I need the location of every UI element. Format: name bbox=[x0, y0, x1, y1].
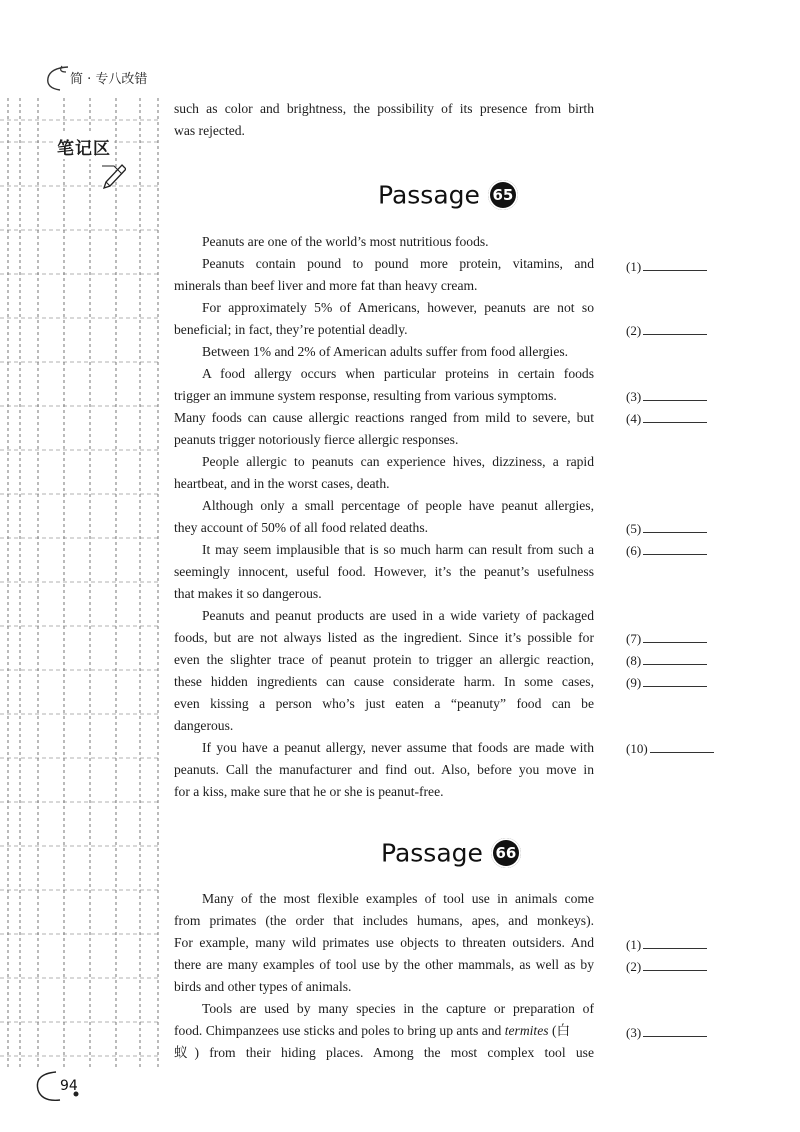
text-line: A food allergy occurs when particular proteins in certain foods bbox=[202, 366, 594, 381]
answer-blank[interactable] bbox=[626, 739, 716, 757]
answer-number: (9) bbox=[626, 675, 642, 690]
text-line: heartbeat, and in the worst cases, death. bbox=[174, 476, 390, 491]
notes-area-label: 笔记区 bbox=[54, 134, 114, 159]
answer-number: (2) bbox=[626, 959, 642, 974]
text-line: from primates (the order that includes humans, apes, and monkeys). bbox=[174, 913, 594, 928]
text-line: was rejected. bbox=[174, 123, 245, 138]
text-line: For approximately 5% of Americans, however, peanuts are not so bbox=[202, 300, 594, 315]
answer-line[interactable] bbox=[643, 519, 707, 533]
answer-line[interactable] bbox=[643, 1023, 707, 1037]
text-line: that makes it so dangerous. bbox=[174, 586, 322, 601]
answer-number: (1) bbox=[626, 259, 642, 274]
answer-line[interactable] bbox=[643, 321, 707, 335]
answer-line[interactable] bbox=[643, 957, 707, 971]
pencil-icon bbox=[100, 162, 126, 190]
answer-blank[interactable] bbox=[626, 957, 716, 975]
answer-line[interactable] bbox=[643, 935, 707, 949]
answer-line[interactable] bbox=[643, 629, 707, 643]
text-line: People allergic to peanuts can experience hives, dizziness, a rapid bbox=[202, 454, 594, 469]
answer-line[interactable] bbox=[650, 739, 714, 753]
text-line: Many foods can cause allergic reactions ranged from mild to severe, but bbox=[174, 410, 594, 425]
answer-line[interactable] bbox=[643, 409, 707, 423]
italic-term: termites bbox=[504, 1023, 549, 1038]
text-line: If you have a peanut allergy, never assume that foods are made with bbox=[202, 740, 594, 755]
answer-blank[interactable] bbox=[626, 935, 716, 953]
passage-number-badge: 66 bbox=[491, 838, 521, 868]
bracket-arc-icon bbox=[38, 64, 74, 92]
text-line: even the slighter trace of peanut protein to trigger an allergic reaction, bbox=[174, 652, 594, 667]
answer-number: (3) bbox=[626, 1025, 642, 1040]
passage-number-badge: 65 bbox=[488, 180, 518, 210]
answer-blank[interactable] bbox=[626, 387, 716, 405]
text-line: for a kiss, make sure that he or she is peanut-free. bbox=[174, 784, 444, 799]
answer-line[interactable] bbox=[643, 541, 707, 555]
text-line: Many of the most flexible examples of tool use in animals come bbox=[202, 891, 594, 906]
answer-number: (4) bbox=[626, 411, 642, 426]
answer-line[interactable] bbox=[643, 651, 707, 665]
text-line: birds and other types of animals. bbox=[174, 979, 352, 994]
notes-grid bbox=[0, 98, 166, 1068]
page-number-mark bbox=[30, 1066, 82, 1106]
header-title: 简 · 专八改错 bbox=[70, 72, 148, 87]
answer-number: (7) bbox=[626, 631, 642, 646]
passage-word: Passage bbox=[378, 180, 480, 210]
text-line: peanuts. Call the manufacturer and find out. Also, before you move in bbox=[174, 762, 594, 777]
answer-blank[interactable] bbox=[626, 321, 716, 339]
text-line: foods, but are not always listed as the ingredient. Since it’s possible for bbox=[174, 630, 594, 645]
text-line: trigger an immune system response, resulting from various symptoms. bbox=[174, 388, 557, 403]
text-line: dangerous. bbox=[174, 718, 234, 733]
text-line: minerals than beef liver and more fat than heavy cream. bbox=[174, 278, 478, 293]
intro-text bbox=[174, 98, 594, 146]
page-number: 94 bbox=[60, 1078, 78, 1094]
text-line: peanuts trigger notoriously fierce allergic responses. bbox=[174, 432, 459, 447]
answer-number: (6) bbox=[626, 543, 642, 558]
text-line: there are many examples of tool use by the other mammals, as well as by bbox=[174, 957, 594, 972]
text-line: they account of 50% of all food related deaths. bbox=[174, 520, 429, 535]
passage-66-title bbox=[381, 838, 521, 874]
answer-blank[interactable] bbox=[626, 1023, 716, 1041]
text-segment: food. Chimpanzees use sticks and poles to bring up ants and bbox=[174, 1023, 502, 1038]
answer-blank[interactable] bbox=[626, 673, 716, 691]
answer-blank[interactable] bbox=[626, 519, 716, 537]
answer-number: (10) bbox=[626, 741, 648, 756]
text-line: Peanuts are one of the world’s most nutritious foods. bbox=[202, 234, 489, 249]
answer-blank[interactable] bbox=[626, 651, 716, 669]
text-line: beneficial; in fact, they’re potential deadly. bbox=[174, 322, 408, 337]
answer-blank[interactable] bbox=[626, 257, 716, 275]
text-line: Tools are used by many species in the capture or preparation of bbox=[202, 1001, 594, 1016]
answer-number: (8) bbox=[626, 653, 642, 668]
text-line: Peanuts and peanut products are used in a wide variety of packaged bbox=[202, 608, 594, 623]
text-line bbox=[174, 1020, 594, 1042]
text-line: even kissing a person who’s just eaten a “peanuty” food can be bbox=[174, 696, 594, 711]
answer-blank[interactable] bbox=[626, 409, 716, 427]
text-segment: (白 bbox=[551, 1023, 571, 1038]
answer-blank[interactable] bbox=[626, 541, 716, 559]
answer-blank[interactable] bbox=[626, 629, 716, 647]
text-line: For example, many wild primates use objects to threaten outsiders. And bbox=[174, 935, 594, 950]
answer-number: (5) bbox=[626, 521, 642, 536]
passage-65-body bbox=[174, 231, 594, 803]
answer-number: (1) bbox=[626, 937, 642, 952]
answer-number: (3) bbox=[626, 389, 642, 404]
text-line: Between 1% and 2% of American adults suffer from food allergies. bbox=[202, 344, 569, 359]
text-line: such as color and brightness, the possibility of its presence from birth bbox=[174, 101, 594, 116]
text-line: Peanuts contain pound to pound more protein, vitamins, and bbox=[202, 256, 594, 271]
text-line: Although only a small percentage of people have peanut allergies, bbox=[202, 498, 594, 513]
passage-word: Passage bbox=[381, 838, 483, 868]
answer-number: (2) bbox=[626, 323, 642, 338]
answer-line[interactable] bbox=[643, 387, 707, 401]
text-line: 蚁) from their hiding places. Among the most complex tool use bbox=[174, 1045, 594, 1060]
text-line: these hidden ingredients can cause considerate harm. In some cases, bbox=[174, 674, 594, 689]
answer-line[interactable] bbox=[643, 673, 707, 687]
text-line: seemingly innocent, useful food. However, it’s the peanut’s usefulness bbox=[174, 564, 594, 579]
passage-66-body bbox=[174, 888, 594, 1064]
passage-65-title bbox=[378, 180, 518, 216]
answer-line[interactable] bbox=[643, 257, 707, 271]
text-line: It may seem implausible that is so much harm can result from such a bbox=[202, 542, 594, 557]
